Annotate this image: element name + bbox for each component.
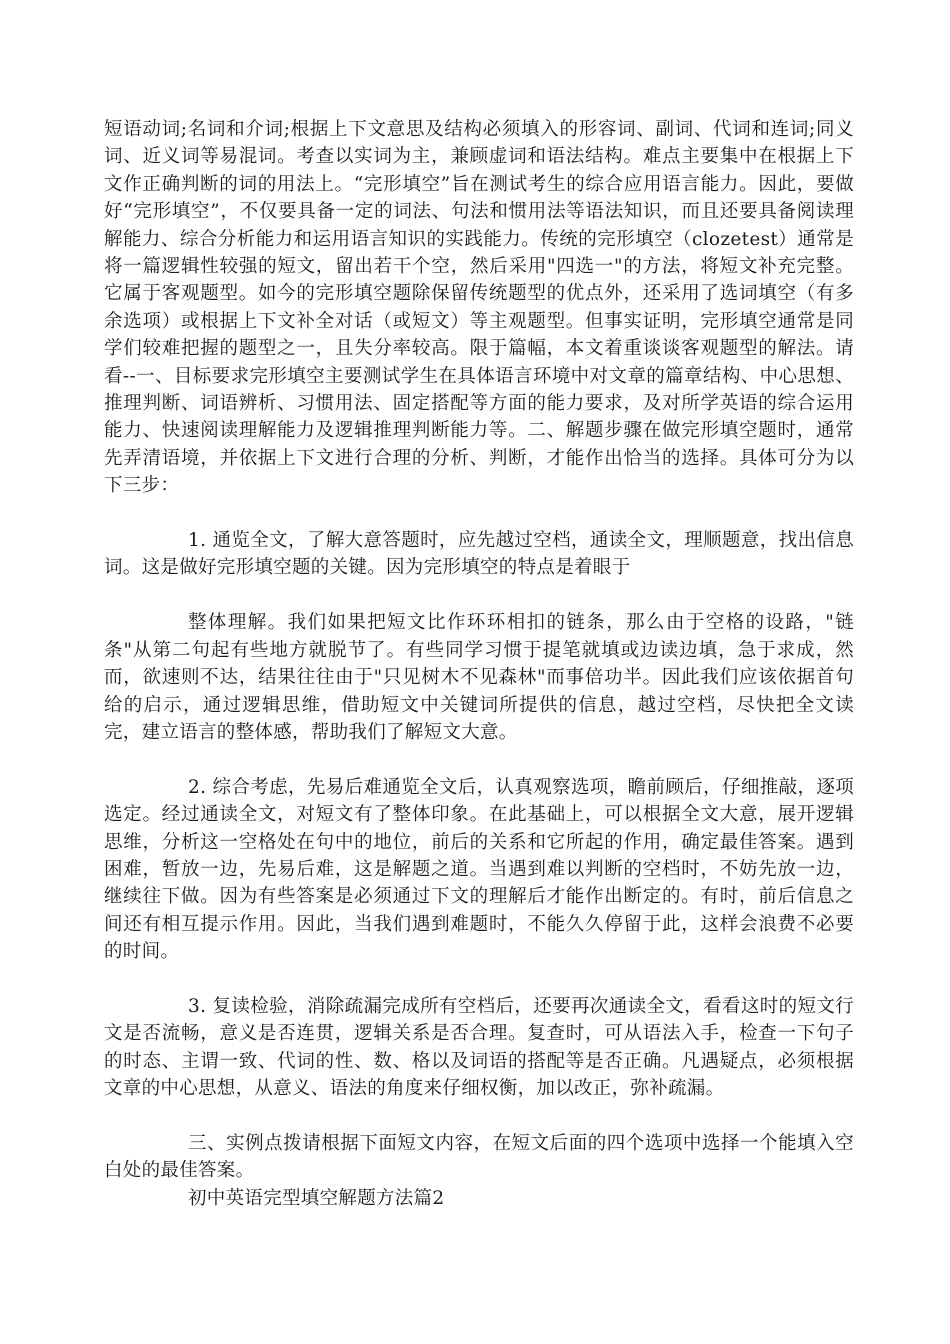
paragraph-intro: 短语动词;名词和介词;根据上下文意思及结构必须填入的形容词、副词、代词和连词;同义词、近义词等易混词。考查以实词为主，兼顾虚词和语法结构。难点主要集中在根据上下文作正确判断的词的用法上。“完形填空”旨在测试考生的综合应用语言能力。因此，要做好“完形填空”，不仅要具备一定的词法、句法和惯用法等语法知识，而且还要具备阅读理解能力、综合分析能力和运用语言知识的实践能力。传统的完形填空（clozetest）通常是将一篇逻辑性较强的短文，留出若干个空，然后采用"四选一"的方法，将短文补充完整。它属于客观题型。如今的完形填空题除保留传统题型的优点外，还采用了选词填空（有多余选项）或根据上下文补全对话（或短文）等主观题型。但事实证明，完形填空通常是同学们较难把握的题型之一，且失分率较高。限于篇幅，本文着重谈谈客观题型的解法。请看--一、目标要求完形填空主要测试学生在具体语言环境中对文章的篇章结构、中心思想、推理判断、词语辨析、习惯用法、固定搭配等方面的能力要求，及对所学英语的综合运用能力、快速阅读理解能力及逻辑推理判断能力等。二、解题步骤在做完形填空题时，通常先弄清语境，并依据上下文进行合理的分析、判断，才能作出恰当的选择。具体可分为以下三步： (104, 119, 854, 497)
section-heading-2: 初中英语完型填空解题方法篇2 (188, 1187, 445, 1209)
paragraph-step-1: 1. 通览全文，了解大意答题时，应先越过空档，通读全文，理顺题意，找出信息词。这是做好完形填空题的关键。因为完形填空的特点是着眼于 (104, 530, 854, 579)
paragraph-step-2: 2. 综合考虑，先易后难通览全文后，认真观察选项，瞻前顾后，仔细推敲，逐项选定。经过通读全文，对短文有了整体印象。在此基础上，可以根据全文大意，展开逻辑思维，分析这一空格处在句中的地位，前后的关系和它所起的作用，确定最佳答案。遇到困难，暂放一边，先易后难，这是解题之道。当遇到难以判断的空档时，不妨先放一边，继续往下做。因为有些答案是必须通过下文的理解后才能作出断定的。有时，前后信息之间还有相互提示作用。因此，当我们遇到难题时，不能久久停留于此，这样会浪费不必要的时间。 (104, 776, 854, 963)
paragraph-step-3: 3. 复读检验，消除疏漏完成所有空档后，还要再次通读全文，看看这时的短文行文是否流畅，意义是否连贯，逻辑关系是否合理。复查时，可从语法入手，检查一下句子的时态、主谓一致、代词的性、数、格以及词语的搭配等是否正确。凡遇疑点，必须根据文章的中心思想，从意义、语法的角度来仔细权衡，加以改正，弥补疏漏。 (104, 995, 854, 1100)
paragraph-section-3: 三、实例点拨请根据下面短文内容，在短文后面的四个选项中选择一个能填入空白处的最佳答案。 (104, 1132, 854, 1182)
paragraph-step-1-continued: 整体理解。我们如果把短文比作环环相扣的链条，那么由于空格的设路，"链条"从第二句起有些地方就脱节了。有些同学习惯于提笔就填或边读边填，急于求成，然而，欲速则不达，结果往往由于"只见树木不见森林"而事倍功半。因此我们应该依据首句给的启示，通过逻辑思维，借助短文中关键词所提供的信息，越过空档，尽快把全文读完，建立语言的整体感，帮助我们了解短文大意。 (104, 612, 854, 743)
